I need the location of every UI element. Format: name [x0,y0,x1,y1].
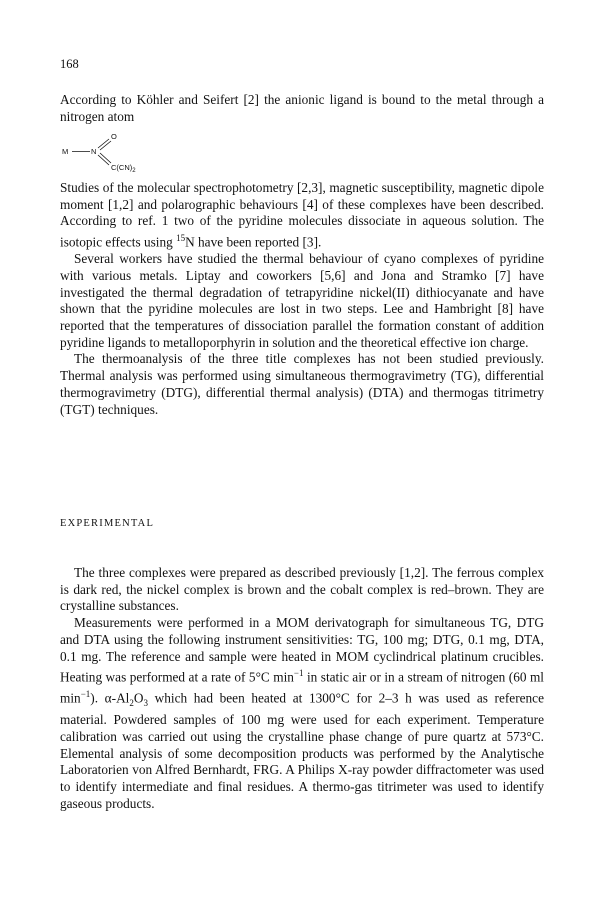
structure-nitrogen-label: N [91,147,97,156]
intro-text: According to Köhler and Seifert [2] the anionic ligand is bound to the metal through a nitrogen atom [60,92,544,124]
measurements-text-3: ). α-Al [90,690,130,706]
intro-paragraph [60,92,544,125]
paragraph-thermal-behaviour: Several workers have studied the thermal behaviour of cyano complexes of pyridine with various metals. Liptay and coworkers [5,6] and Jona and Stramko [7] have investigated the thermal degradation of tetrapyridine nickel(II) dithiocyanate and have shown that the pyridine molecules are lost in two steps. Lee and Hambright [8] have reported that the temperatures of dissociation parallel the formation constant of addition pyridine ligands to metalloporphyrin in solution and the theoretical effective ion charge. [60,251,544,350]
paragraph-measurements [60,615,544,812]
unit-exponent: −1 [293,668,304,679]
introduction-body [60,180,544,418]
paragraph-literature-studies [60,180,544,251]
paragraph-thermoanalysis: The thermoanalysis of the three title complexes has not been studied previously. Thermal analysis was performed using simultaneous thermogravimetry (TG), differential thermogravimetry (DTG), differential thermal analysis) (DTA) and thermogas titrimetry (TGT) techniques. [60,351,544,417]
experimental-body [60,565,544,812]
measurements-text-1: Measurements were performed in a MOM derivatograph for simultaneous TG, DTG and DTA using the following instrument sensitivities: TG, 100 mg; DTG, 0.1 mg, DTA, 0.1 mg. The reference and sample were heated in MOM cyclindrical platinum crucibles. Heating was performed at a rate of 5°C min [60,615,544,685]
formula-subscript: 3 [143,698,148,709]
structure-group-text: C(CN) [111,163,133,172]
paragraph-preparation: The three complexes were prepared as described previously [1,2]. The ferrous complex is dark red, the nickel complex is brown and the cobalt complex is red–brown. They are crystalline substances. [60,565,544,614]
ligand-structure-diagram [60,128,180,176]
paragraph1-after-isotope: N have been reported [3]. [185,234,322,250]
measurements-text-5: which had been heated at 1300°C for 2–3 h was used as reference material. Powdered samples of 100 mg were used for each experiment. Temperature calibration was carried out using the crystalline phase change of pure quartz at 573°C. Elemental analysis of some decomposition products was performed by the Analytische Laboratorien von Alfred Bernhardt, FRG. A Philips X-ray powder diffractometer was used to identify intermediate and final residues. A thermo-gas titrimeter was used to identify gaseous products. [60,690,544,811]
structure-metal-label: M [62,147,69,156]
formula-subscript: 2 [129,698,134,709]
structure-group-subscript: 2 [132,168,136,174]
measurements-text-4: O [133,690,144,706]
section-heading-experimental: EXPERIMENTAL [60,518,155,529]
measurements-text-2: in static air or in a stream of nitrogen (60 ml min [60,669,544,706]
structure-oxygen-label: O [111,132,117,141]
structure-group-label [111,163,136,174]
paragraph1-before-isotope: Studies of the molecular spectrophotometry [2,3], magnetic susceptibility, magnetic dipole moment [1,2] and polarographic behaviours [4] of these complexes have been described. According to ref. 1 two of the pyridine molecules dissociate in aqueous solution. The isotopic effects using [60,180,544,250]
isotope-mass-number: 15 [176,233,186,244]
unit-exponent: −1 [80,689,91,700]
page-number: 168 [60,57,79,71]
